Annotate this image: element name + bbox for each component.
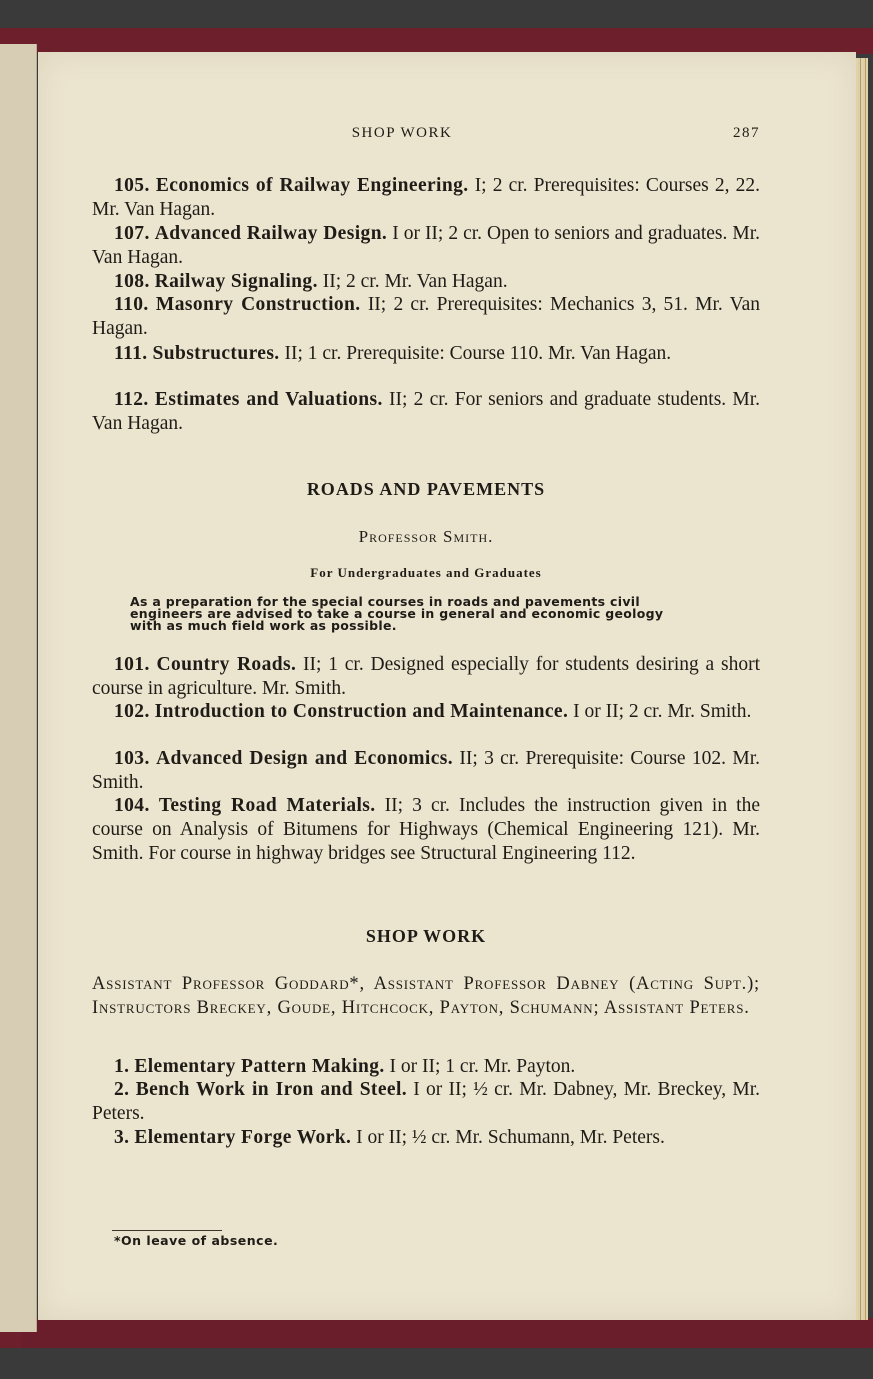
course-entry	[92, 388, 760, 436]
course-number: 101.	[114, 654, 150, 675]
course-title: Railway Signaling.	[154, 271, 318, 292]
course-title: Country Roads.	[156, 654, 297, 675]
course-title: Testing Road Materials.	[158, 795, 376, 816]
course-number: 110.	[114, 294, 149, 315]
course-entry	[92, 270, 760, 294]
book-cover-bottom	[0, 1318, 873, 1348]
course-details: II; 2 cr. Prerequisites: Mechanics 3, 51. Mr. Van Hagan.	[92, 294, 760, 339]
course-number: 1.	[114, 1056, 130, 1077]
course-number: 112.	[114, 389, 149, 410]
course-details: I or II; 2 cr. Open to seniors and graduates. Mr. Van Hagan.	[92, 223, 761, 268]
previous-page-edge	[0, 44, 37, 1332]
course-details: II; 1 cr. Prerequisite: Course 110. Mr. Van Hagan.	[284, 343, 672, 364]
course-title: Elementary Forge Work.	[134, 1127, 352, 1148]
course-number: 107.	[114, 223, 150, 244]
running-title: SHOP WORK	[351, 125, 453, 141]
course-entry	[92, 1126, 760, 1150]
course-title: Economics of Railway Engineering.	[155, 175, 469, 196]
section-title-roads: ROADS AND PAVEMENTS	[306, 479, 546, 499]
course-number: 102.	[114, 701, 150, 722]
course-title: Introduction to Construction and Maintenance.	[154, 701, 569, 722]
footnote: *On leave of absence.	[114, 1233, 279, 1248]
page-number: 287	[733, 125, 760, 141]
course-title: Substructures.	[152, 343, 280, 364]
course-details: I or II; ½ cr. Mr. Dabney, Mr. Breckey, Mr. Peters.	[92, 1079, 761, 1124]
course-details: I; 2 cr. Prerequisites: Courses 2, 22. Mr. Van Hagan.	[92, 175, 761, 220]
course-number: 2.	[114, 1079, 130, 1100]
course-title: Bench Work in Iron and Steel.	[135, 1079, 408, 1100]
course-number: 105.	[114, 175, 150, 196]
section-title-shop: SHOP WORK	[365, 926, 487, 946]
course-title: Masonry Construction.	[155, 294, 361, 315]
book-cover-top	[0, 28, 873, 54]
course-details: I or II; 2 cr. Mr. Smith.	[573, 701, 752, 722]
course-number: 103.	[114, 748, 150, 769]
course-details: II; 2 cr. For seniors and graduate students. Mr. Van Hagan.	[92, 389, 761, 434]
course-entry	[92, 794, 760, 866]
course-details: I or II; 1 cr. Mr. Payton.	[389, 1056, 576, 1077]
course-title: Advanced Design and Economics.	[156, 748, 454, 769]
course-entry	[92, 1055, 760, 1079]
course-entry	[92, 653, 760, 701]
course-entry	[92, 222, 760, 270]
course-details: II; 3 cr. Includes the instruction given in the course on Analysis of Bitumens for Highways (Chemical Engineering 121). Mr. Smith. For course in highway bridges see Structural Engineering 112.	[92, 795, 760, 864]
course-entry	[92, 1078, 760, 1126]
section-staff: Assistant Professor Goddard*, Assistant Professor Dabney (Acting Supt.); Instructors Breckey, Goude, Hitchcock, Payton, Schumann; Assistant Peters.	[92, 974, 760, 1018]
course-title: Estimates and Valuations.	[154, 389, 383, 410]
course-details: I or II; ½ cr. Mr. Schumann, Mr. Peters.	[356, 1127, 665, 1148]
course-details: II; 2 cr. Mr. Van Hagan.	[322, 271, 508, 292]
course-entry	[92, 293, 760, 341]
section-professor: Professor Smith.	[358, 527, 494, 546]
footnote-rule	[112, 1230, 222, 1231]
course-entry	[92, 342, 760, 366]
course-entry	[92, 747, 760, 795]
course-details: II; 3 cr. Prerequisite: Course 102. Mr. Smith.	[92, 748, 760, 793]
course-number: 111.	[114, 343, 148, 364]
course-entry	[92, 700, 760, 724]
course-details: II; 1 cr. Designed especially for students desiring a short course in agriculture. Mr. Smith.	[92, 654, 760, 699]
course-number: 108.	[114, 271, 150, 292]
course-title: Advanced Railway Design.	[154, 223, 388, 244]
course-entry	[92, 174, 760, 222]
course-number: 104.	[114, 795, 150, 816]
running-head	[92, 125, 760, 149]
course-title: Elementary Pattern Making.	[134, 1056, 385, 1077]
course-number: 3.	[114, 1127, 130, 1148]
section-subtitle: For Undergraduates and Graduates	[310, 565, 542, 580]
section-note: As a preparation for the special courses in roads and pavements civil engineers are advised to take a course in general and economic geology with as much field work as possible.	[130, 594, 664, 633]
book-page	[38, 52, 856, 1320]
